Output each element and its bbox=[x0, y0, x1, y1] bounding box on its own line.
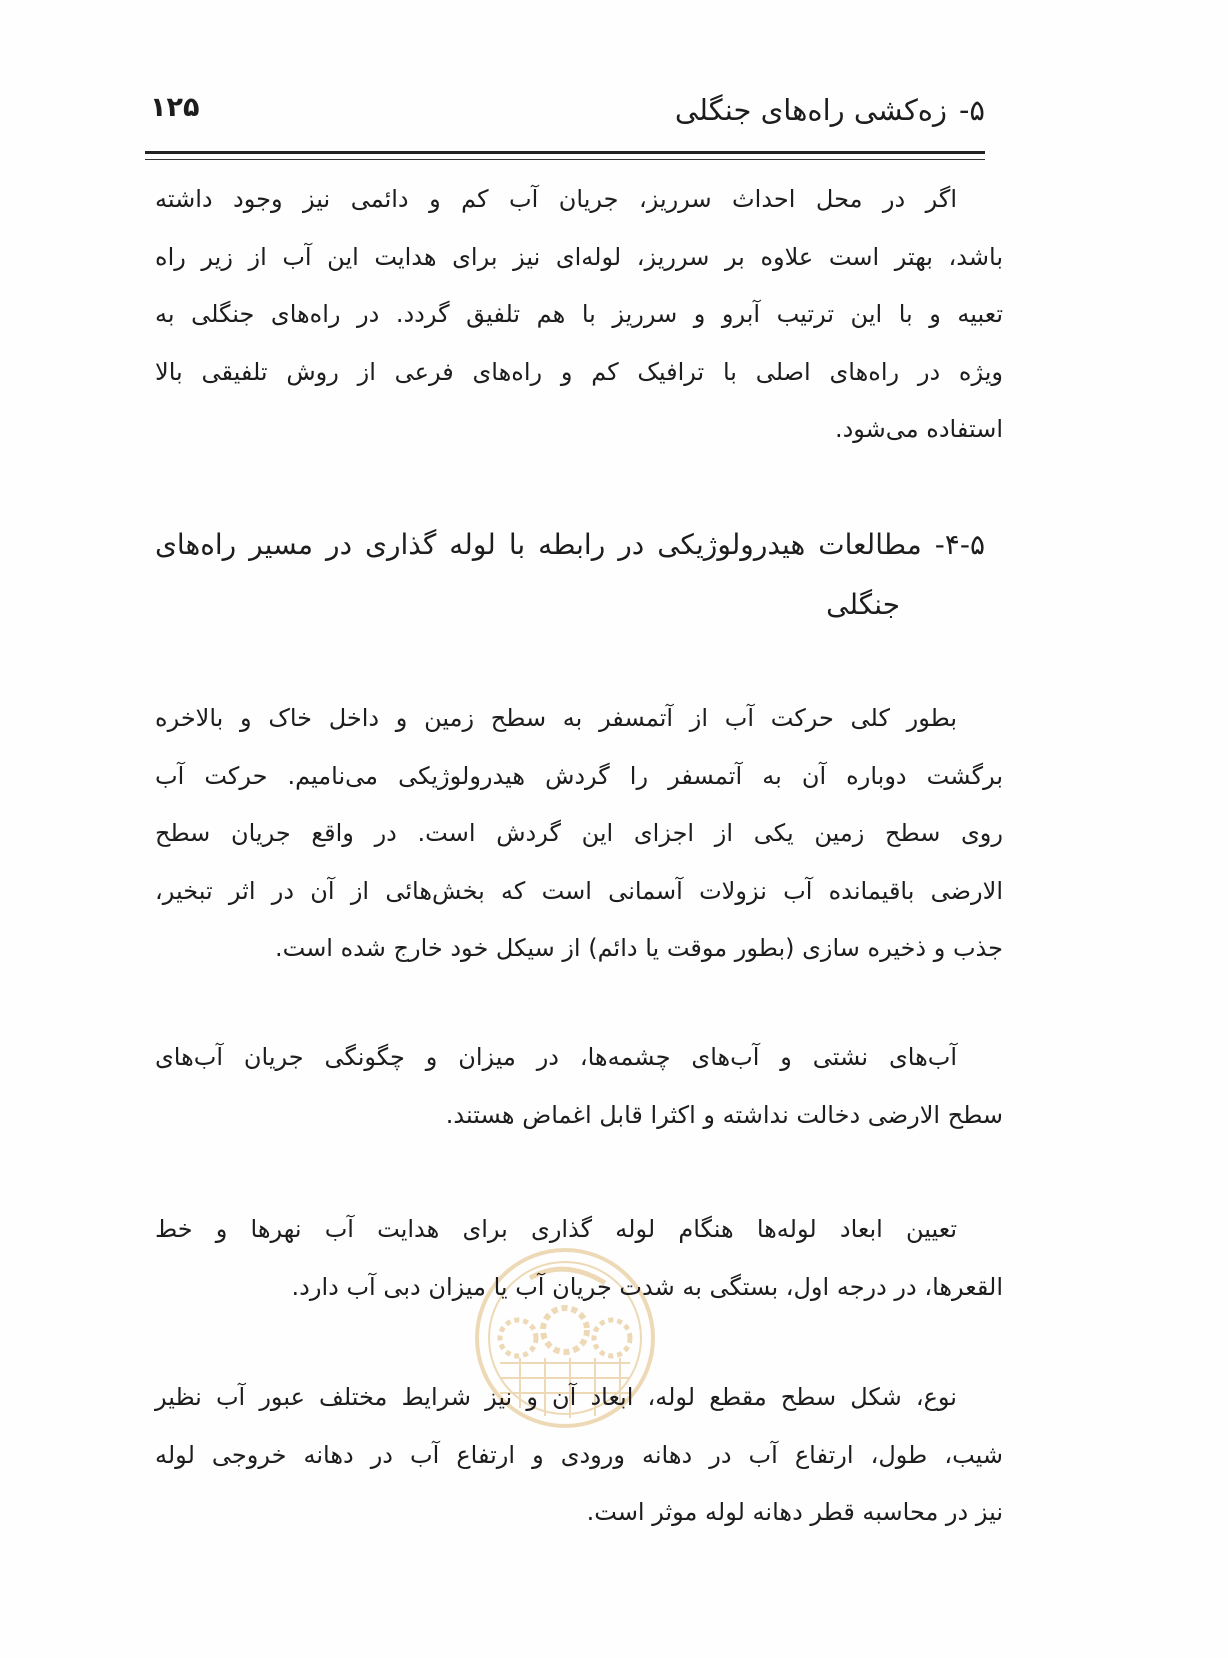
paragraph bbox=[155, 690, 1003, 978]
paragraph-line: سطح الارضی دخالت نداشته و اکثرا قابل اغماض هستند. bbox=[445, 1100, 1003, 1129]
paragraph-line: جذب و ذخیره سازی (بطور موقت یا دائم) از سیکل خود خارج شده است. bbox=[275, 934, 1003, 962]
chapter-header bbox=[675, 90, 985, 130]
paragraph-line: برگشت دوباره آن به آتمسفر را گردش هیدرولوژیکی می‌نامیم. حرکت آب bbox=[155, 761, 1003, 790]
paragraph-line: آب‌های نشتی و آب‌های چشمه‌ها، در میزان و چگونگی جریان آب‌های bbox=[155, 1043, 957, 1071]
header-rule-thin bbox=[145, 159, 985, 160]
paragraph-line: نیز در محاسبه قطر دهانه لوله موثر است. bbox=[586, 1498, 1003, 1526]
paragraph bbox=[155, 171, 1003, 459]
paragraph-line: ویژه در راه‌های اصلی با ترافیک کم و راه‌های فرعی از روش تلفیقی بالا bbox=[155, 357, 1003, 386]
paragraph-line: بطور کلی حرکت آب از آتمسفر به سطح زمین و داخل خاک و بالاخره bbox=[155, 704, 957, 732]
stamp-gear-left bbox=[500, 1320, 536, 1356]
paragraph-line: نوع، شکل سطح مقطع لوله، ابعاد آن و نیز شرایط مختلف عبور آب نظیر bbox=[155, 1383, 957, 1411]
paragraph-line: الارضی باقیمانده آب نزولات آسمانی است که بخش‌هائی از آن در اثر تبخیر، bbox=[155, 876, 1003, 905]
paragraph-line: استفاده می‌شود. bbox=[834, 415, 1003, 443]
paragraph-line: تعبیه و با این ترتیب آبرو و سرریز با هم تلفیق گردد. در راه‌های جنگلی به bbox=[155, 300, 1003, 328]
paragraph bbox=[155, 1029, 1003, 1144]
paragraph-line: تعیین ابعاد لوله‌ها هنگام لوله گذاری برای هدایت آب نهرها و خط bbox=[155, 1215, 957, 1243]
header-rule-thick bbox=[145, 151, 985, 154]
chapter-title: زه‌کشی راه‌های جنگلی bbox=[674, 93, 947, 127]
stamp-gear-right bbox=[594, 1320, 630, 1356]
paragraph-line: القعرها، در درجه اول، بستگی به شدت جریان آب یا میزان دبی آب دارد. bbox=[291, 1272, 1003, 1301]
paragraph-line: باشد، بهتر است علاوه بر سرریز، لوله‌ای نیز برای هدایت این آب از زیر راه bbox=[155, 242, 1003, 271]
paragraph-line: شیب، طول، ارتفاع آب در دهانه ورودی و ارتفاع آب در دهانه خروجی لوله bbox=[155, 1440, 1003, 1469]
paragraph-line: اگر در محل احداث سرریز، جریان آب کم و دائمی نیز وجود داشته bbox=[155, 185, 957, 213]
section-heading bbox=[155, 515, 985, 635]
paragraph bbox=[155, 1369, 1003, 1542]
page-number: ۱۲۵ bbox=[150, 92, 200, 123]
section-title-line bbox=[155, 515, 985, 575]
chapter-number: ۵- bbox=[958, 93, 985, 127]
paragraph bbox=[155, 1201, 1003, 1316]
section-title-text: مطالعات هیدرولوژیکی در رابطه با لوله گذاری در مسیر راه‌های bbox=[155, 528, 922, 561]
paragraph-line: روی سطح زمین یکی از اجزای این گردش است. در واقع جریان سطح bbox=[155, 819, 1003, 847]
section-number: ۵-۴- bbox=[934, 528, 985, 561]
section-title-line: جنگلی bbox=[826, 588, 900, 621]
